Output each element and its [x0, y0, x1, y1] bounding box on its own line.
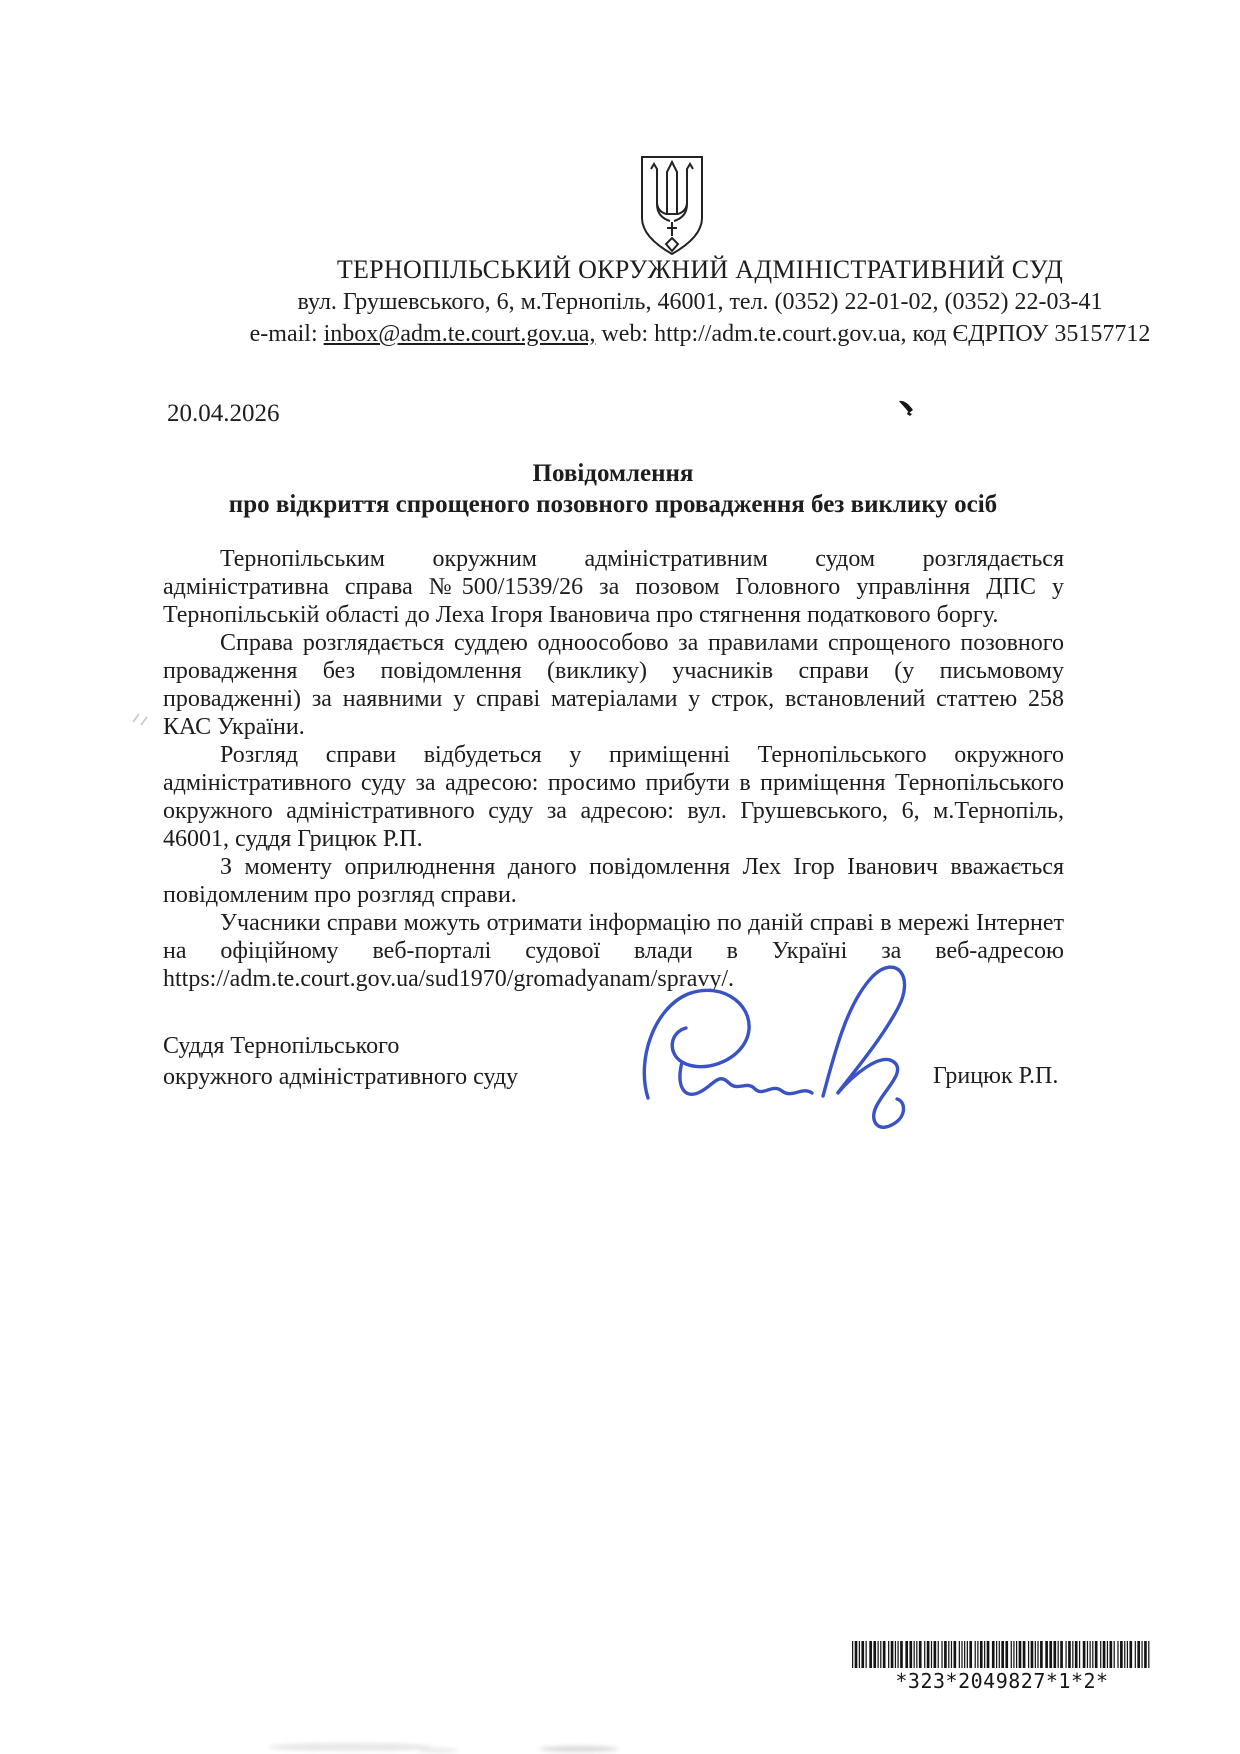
- judge-role-label: [163, 1031, 518, 1093]
- judge-role-line-1: Суддя Тернопільського: [163, 1033, 400, 1059]
- case-number: №500/1539/26: [428, 574, 584, 600]
- judge-name: Грицюк Р.П.: [933, 1063, 1059, 1089]
- p5-text: Учасники справи можуть отримати інформацію по даній справі в мережі Інтернет на офіційному веб-порталі судової влади в Україні за веб-адресою: [163, 910, 1064, 964]
- court-name: ТЕРНОПІЛЬСЬКИЙ ОКРУЖНИЙ АДМІНІСТРАТИВНИЙ СУД: [336, 255, 1064, 284]
- paragraph-procedure: Справа розглядається суддею одноособово за правилами спрощеного позовного провадження без повідомлення (виклику) учасників справи (у письмовому провадженні) за наявними у справі матеріалами у строк, встановлений статтею 258 КАС України.: [163, 630, 1064, 740]
- scan-smudge: [418, 1748, 458, 1753]
- email-label: e-mail:: [249, 321, 324, 347]
- judge-signature: [626, 960, 928, 1148]
- paragraph-web-info: [163, 909, 1064, 993]
- paragraph-case-info: [163, 545, 1064, 629]
- scan-smudge: [268, 1743, 433, 1751]
- paragraph-hearing-location: Розгляд справи відбудеться у приміщенні Тернопільського окружного адміністративного суду за адресою: просимо прибути в приміщення Тернопільського окружного адміністративного суду за адресою: вул. Грушевського, 6, м.Тернопіль, 46001, суддя Грицюк Р.П.: [163, 742, 1064, 852]
- document-body: [163, 545, 1064, 993]
- letterhead: [160, 254, 1240, 350]
- p5-text-end: .: [728, 966, 735, 992]
- barcode: [852, 1641, 1152, 1693]
- paragraph-notification: З моменту оприлюднення даного повідомлення Лех Ігор Іванович вважається повідомленим про розгляд справи.: [163, 854, 1064, 908]
- barcode-bars: [852, 1641, 1152, 1668]
- ukraine-trident-emblem-icon: [634, 154, 710, 258]
- p1-text-end: за позовом Головного управління ДПС у Тернопільській області до Леха Ігоря Івановича про стягнення податкового боргу.: [163, 574, 1065, 628]
- document-title: [163, 458, 1063, 520]
- document-date: 20.04.2026: [167, 400, 280, 427]
- court-email: inbox@adm.te.court.gov.ua,: [323, 321, 596, 347]
- judge-role-line-2: окружного адміністративного суду: [163, 1064, 519, 1090]
- scan-smudge: [540, 1746, 618, 1752]
- barcode-text: *323*2049827*1*2*: [895, 1669, 1109, 1693]
- ink-smudge-mark: [897, 399, 917, 416]
- web-and-edrpou: web: http://adm.te.court.gov.ua, код ЄДРПОУ 35157712: [595, 321, 1151, 347]
- court-portal-url: https://adm.te.court.gov.ua/sud1970/gromadyanam/spravy/: [163, 966, 729, 992]
- p1-text: Тернопільським окружним адміністративним судом розглядається адміністративна справа: [163, 546, 1064, 600]
- title-line-2: про відкриття спрощеного позовного провадження без виклику осіб: [228, 491, 998, 518]
- court-contacts-line: [160, 318, 1240, 350]
- court-address-line: вул. Грушевського, 6, м.Тернопіль, 46001, тел. (0352) 22-01-02, (0352) 22-03-41: [297, 289, 1103, 315]
- title-line-1: Повідомлення: [532, 460, 694, 487]
- margin-pencil-mark: [130, 710, 152, 728]
